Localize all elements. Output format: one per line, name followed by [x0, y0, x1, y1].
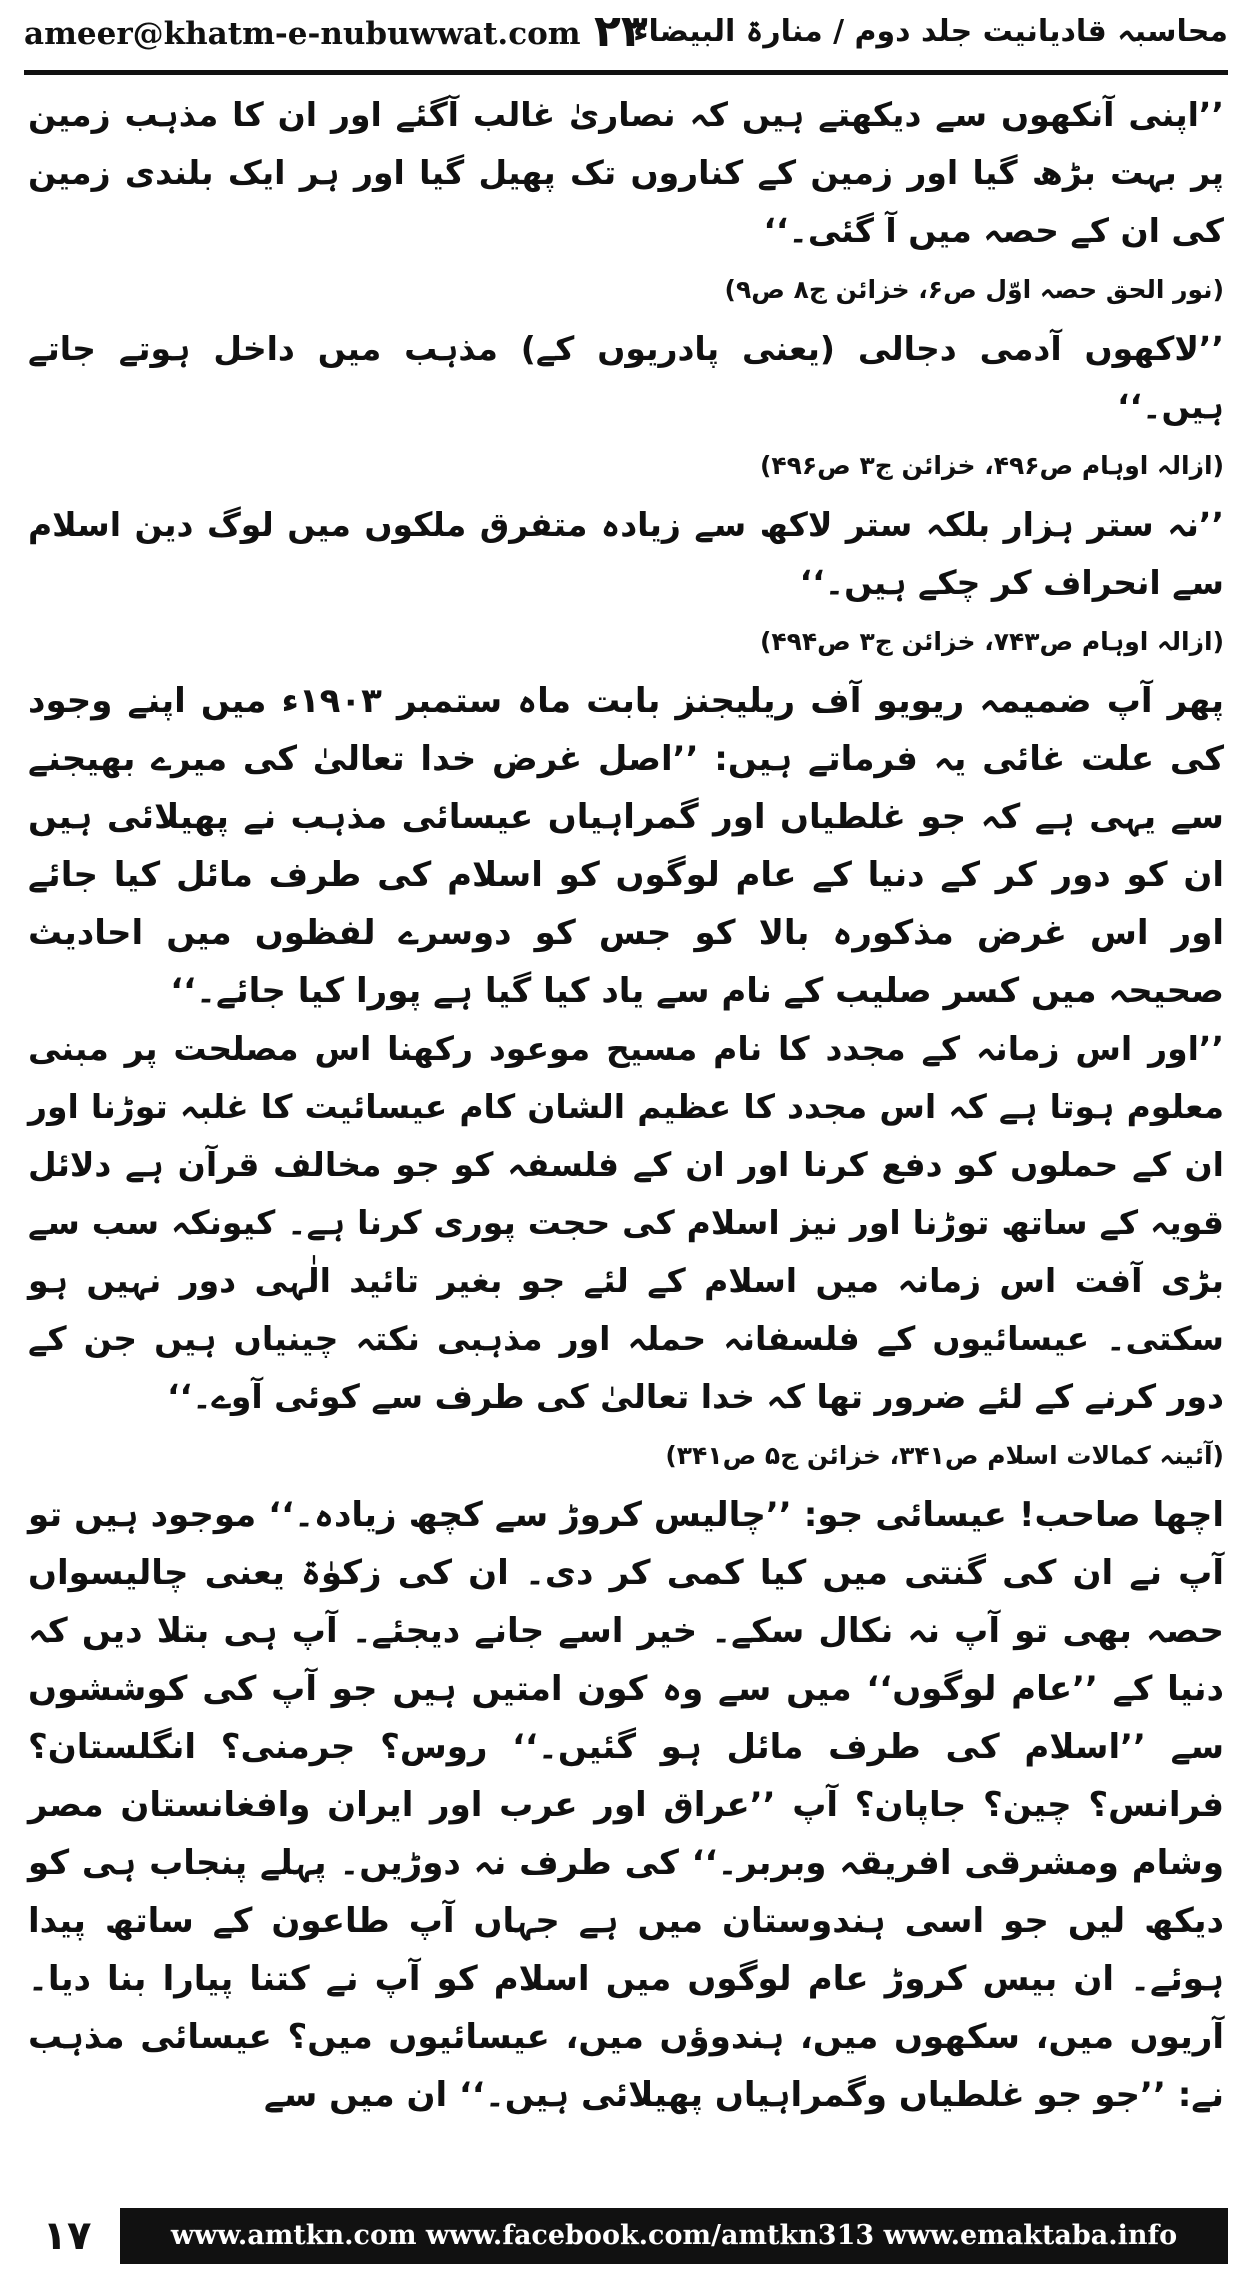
body-paragraph: پھر آپ ضمیمہ ریویو آف ریلیجنز بابت ماہ ستمبر ۱۹۰۳ء میں اپنے وجود کی علت غائی یہ فرماتے ہیں: ’’اصل غرض خدا تعالیٰ کی میرے بھیجنے سے یہی ہے کہ جو غلطیاں اور گمراہیاں عیسائی مذہب نے پھیلائی ہیں ان کو دور کر کے دنیا کے عام لوگوں کو اسلام کی طرف مائل کیا جائے اور اس غرض مذکورہ بالا کو جس کو دوسرے لفظوں میں احادیث صحیحہ میں کسر صلیب کے نام سے یاد کیا گیا ہے پورا کیا جائے۔‘‘: [28, 681, 1224, 1011]
page-header: [24, 6, 1228, 70]
quote-paragraph: ’’اپنی آنکھوں سے دیکھتے ہیں کہ نصاریٰ غالب آگئے اور ان کا مذہب زمین پر بہت بڑھ گیا اور زمین کے کناروں تک پھیل گیا اور ہر ایک بلندی زمین کی ان کے حصہ میں آ گئی۔‘‘: [28, 95, 1225, 250]
header-page-number: ۲۳: [594, 6, 648, 57]
header-divider: [24, 70, 1228, 75]
quote-paragraph: ’’لاکھوں آدمی دجالی (یعنی پادریوں کے) مذہب میں داخل ہوتے جاتے ہیں۔‘‘: [28, 329, 1224, 426]
footer-page-number: ۱۷: [42, 2213, 92, 2259]
quote-paragraph: ’’نہ ستر ہزار بلکہ ستر لاکھ سے زیادہ متفرق ملکوں میں لوگ دین اسلام سے انحراف کر چکے ہیں۔‘‘: [28, 505, 1224, 602]
reference-citation: (ازالہ اوہام ص۴۹۶، خزائن ج۳ ص۴۹۶): [759, 451, 1224, 480]
page-body: [28, 86, 1224, 2124]
header-email: ameer@khatm-e-nubuwwat.com: [24, 16, 581, 52]
reference-citation: (آئینہ کمالات اسلام ص۳۴۱، خزائن ج۵ ص۳۴۱): [665, 1441, 1224, 1470]
footer-links: www.amtkn.com www.facebook.com/amtkn313 www.emaktaba.info: [120, 2208, 1228, 2264]
reference-citation: (نور الحق حصہ اوّل ص۶، خزائن ج۸ ص۹): [724, 275, 1224, 304]
page-footer: [24, 2208, 1228, 2264]
quote-paragraph: ’’اور اس زمانہ کے مجدد کا نام مسیح موعود رکھنا اس مصلحت پر مبنی معلوم ہوتا ہے کہ اس مجدد کا عظیم الشان کام عیسائیت کا غلبہ توڑنا اور ان کے حملوں کو دفع کرنا اور ان کے فلسفہ کو جو مخالف قرآن ہے دلائل قویہ کے ساتھ توڑنا اور نیز اسلام کی حجت پوری کرنا ہے۔ کیونکہ سب سے بڑی آفت اس زمانہ میں اسلام کے لئے جو بغیر تائید الٰہی دور نہیں ہو سکتی۔ عیسائیوں کے فلسفانہ حملہ اور مذہبی نکتہ چینیاں ہیں جن کے دور کرنے کے لئے ضرور تھا کہ خدا تعالیٰ کی طرف سے کوئی آوے۔‘‘: [28, 1029, 1224, 1416]
header-book-title: محاسبہ قادیانیت جلد دوم / منارۃ البیضاء: [633, 14, 1228, 49]
reference-citation: (ازالہ اوہام ص۷۴۳، خزائن ج۳ ص۴۹۴): [759, 627, 1224, 656]
body-paragraph: اچھا صاحب! عیسائی جو: ’’چالیس کروڑ سے کچھ زیادہ۔‘‘ موجود ہیں تو آپ نے ان کی گنتی میں کیا کمی کر دی۔ ان کی زکوٰۃ یعنی چالیسواں حصہ بھی تو آپ نہ نکال سکے۔ خیر اسے جانے دیجئے۔ آپ ہی بتلا دیں کہ دنیا کے ’’عام لوگوں‘‘ میں سے وہ کون امتیں ہیں جو آپ کی کوششوں سے ’’اسلام کی طرف مائل ہو گئیں۔‘‘ روس؟ جرمنی؟ انگلستان؟ فرانس؟ چین؟ جاپان؟ آپ ’’عراق اور عرب اور ایران وافغانستان مصر وشام ومشرقی افریقہ وبربر۔‘‘ کی طرف نہ دوڑیں۔ پہلے پنجاب ہی کو دیکھ لیں جو اسی ہندوستان میں ہے جہاں آپ طاعون کے ساتھ پیدا ہوئے۔ ان بیس کروڑ عام لوگوں میں اسلام کو آپ نے کتنا پیارا بنا دیا۔ آریوں میں، سکھوں میں، ہندوؤں میں، عیسائیوں میں؟ عیسائی مذہب نے: ’’جو جو غلطیاں وگمراہیاں پھیلائی ہیں۔‘‘ ان میں سے: [28, 1495, 1224, 2115]
